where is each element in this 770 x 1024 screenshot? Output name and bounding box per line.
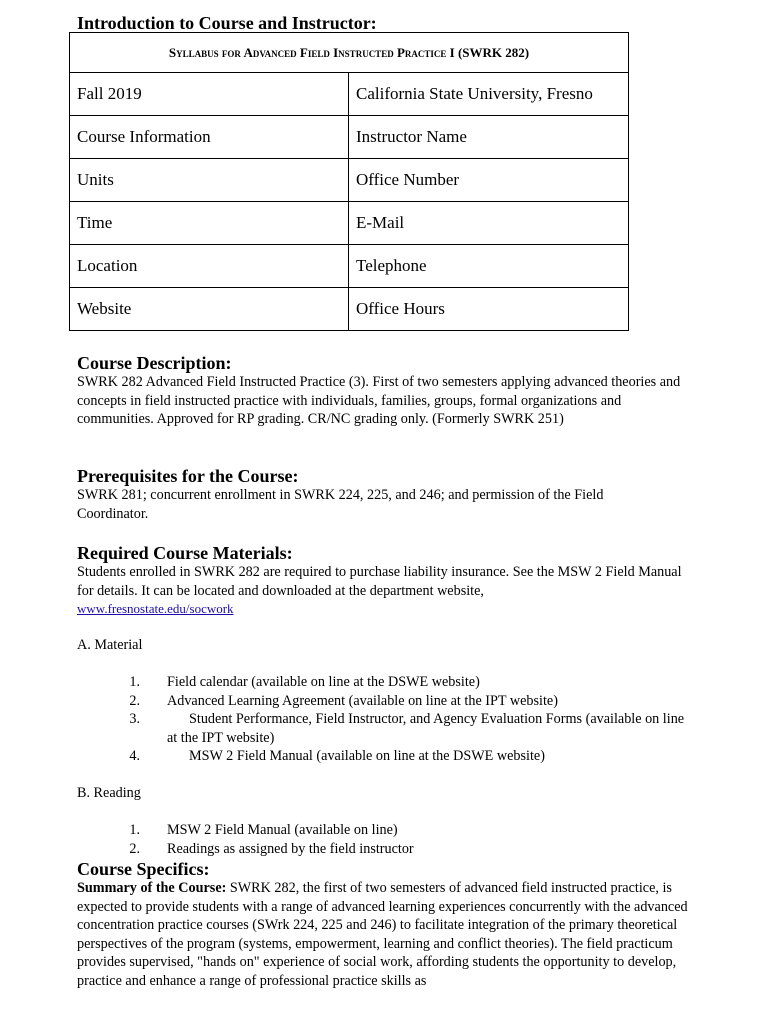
list-item: [129, 692, 697, 711]
table-cell: Course Information: [70, 116, 349, 159]
list-number: 4.: [129, 748, 140, 764]
section-a-label: A. Material: [77, 637, 143, 653]
list-item-text: Field calendar (available on line at the DSWE website): [167, 674, 480, 690]
course-description-heading: Course Description:: [77, 353, 232, 373]
prerequisites-heading: Prerequisites for the Course:: [77, 466, 299, 486]
table-cell: Location: [70, 245, 349, 288]
department-website-link[interactable]: www.fresnostate.edu/socwork: [77, 601, 234, 616]
table-cell: Office Hours: [349, 288, 629, 331]
list-number: 1.: [129, 822, 140, 838]
list-item: [129, 747, 697, 766]
summary-text: SWRK 282, the first of two semesters of advanced field instructed practice, is expected to provide students with a range of advanced learning experiences concurrently with the advanced concentration practice courses (SWrk 224, 225 and 246) to facilitate integration of the primary theoretical perspectives of the program (systems, empowerment, learning and conflict theories). The field practicum provides supervised, "hands on" experience of social work, affording students the opportunity to develop, practice and enhance a range of professional practice skills as: [77, 880, 688, 989]
list-item-text: Student Performance, Field Instructor, and Agency Evaluation Forms (available on line at the IPT website): [167, 711, 685, 746]
table-cell: California State University, Fresno: [349, 73, 629, 116]
list-item-text: MSW 2 Field Manual (available on line): [167, 822, 398, 838]
list-item-text: Readings as assigned by the field instructor: [167, 840, 414, 857]
table-cell: Time: [70, 202, 349, 245]
reading-list: [129, 821, 697, 858]
table-row: [70, 245, 629, 288]
table-row: [70, 116, 629, 159]
course-specifics-heading: Course Specifics:: [77, 859, 210, 879]
table-cell: Fall 2019: [70, 73, 349, 116]
course-info-table: [69, 32, 629, 331]
table-row: [70, 202, 629, 245]
list-item-text: Advanced Learning Agreement (available on line at the IPT website): [167, 692, 558, 709]
materials-heading: Required Course Materials:: [77, 543, 293, 563]
prerequisites-text: SWRK 281; concurrent enrollment in SWRK 224, 225, and 246; and permission of the Field Coordinator.: [77, 487, 604, 522]
list-item: [129, 673, 697, 692]
list-item: [129, 710, 697, 747]
course-description-text: SWRK 282 Advanced Field Instructed Practice (3). First of two semesters applying advanced theories and concepts in field instructed practice with individuals, families, groups, formal organizations and communities. Approved for RP grading. CR/NC grading only. (Formerly SWRK 251): [77, 374, 681, 427]
material-list: [129, 673, 697, 766]
intro-heading: Introduction to Course and Instructor:: [77, 13, 377, 33]
list-item: [129, 840, 697, 859]
section-b-label: B. Reading: [77, 785, 141, 801]
table-cell: Instructor Name: [349, 116, 629, 159]
table-cell: E-Mail: [349, 202, 629, 245]
table-cell: Units: [70, 159, 349, 202]
list-number: 3.: [129, 711, 140, 727]
table-row: [70, 73, 629, 116]
syllabus-title: Syllabus for Advanced Field Instructed Practice I (SWRK 282): [70, 33, 629, 73]
list-item-text: MSW 2 Field Manual (available on line at the DSWE website): [189, 748, 545, 764]
list-number: 2.: [129, 840, 140, 857]
materials-text: Students enrolled in SWRK 282 are required to purchase liability insurance. See the MSW 2 Field Manual for details. It can be located and downloaded at the department website,: [77, 564, 682, 599]
table-cell: Telephone: [349, 245, 629, 288]
list-number: 1.: [129, 674, 140, 690]
table-row: [70, 288, 629, 331]
course-summary: [77, 879, 697, 990]
summary-label: Summary of the Course:: [77, 880, 227, 896]
list-item: [129, 821, 697, 840]
table-row: [70, 159, 629, 202]
table-cell: Website: [70, 288, 349, 331]
table-cell: Office Number: [349, 159, 629, 202]
list-number: 2.: [129, 692, 140, 709]
